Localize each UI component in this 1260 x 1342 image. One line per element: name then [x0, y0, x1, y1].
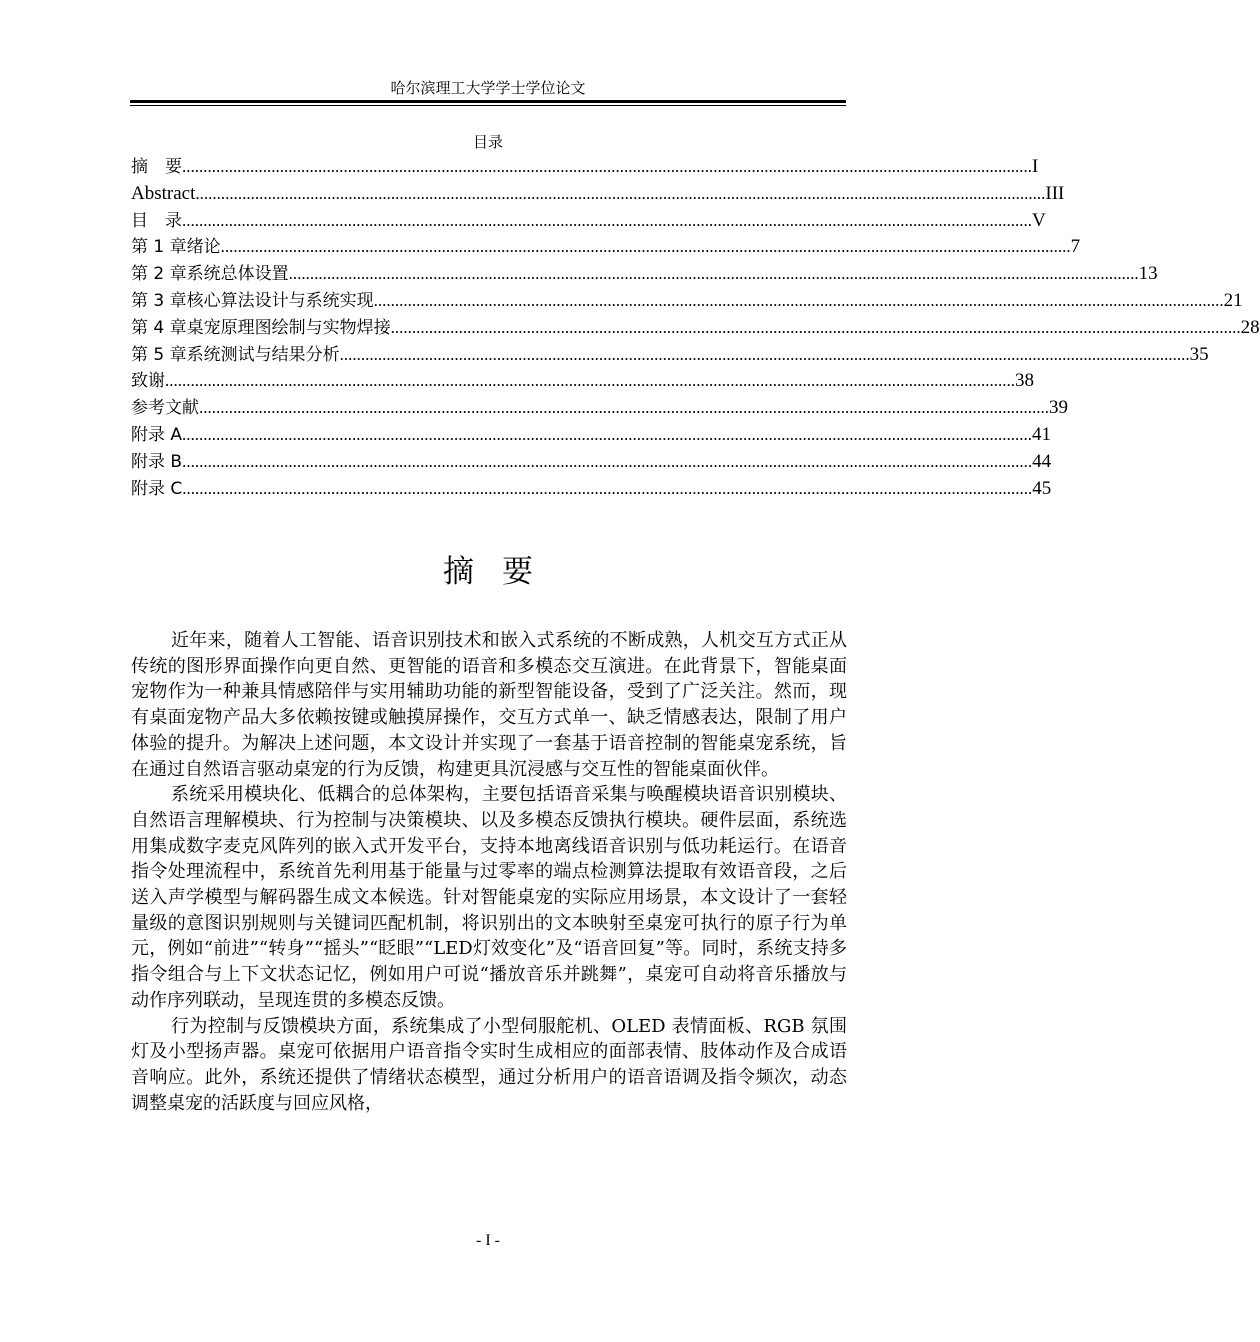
toc-entry[interactable] [131, 476, 1052, 503]
toc-entry-page: 13 [1138, 263, 1158, 285]
toc-entry-page: 44 [1032, 450, 1052, 472]
toc-entry-title: 第 4 章桌宠原理图绘制与实物焊接 [131, 317, 391, 338]
toc-entry-page: 41 [1032, 423, 1052, 445]
table-of-contents [131, 154, 1260, 502]
toc-entry-page: 39 [1049, 397, 1068, 419]
toc-entry-page: I [1032, 156, 1039, 177]
toc-leader-dots: ........................................................................................................................................................................................................ [288, 264, 1139, 284]
toc-leader-dots: ........................................................................................................................................................................................................ [373, 290, 1224, 310]
toc-entry-title: 第 2 章系统总体设置 [131, 264, 289, 285]
toc-entry[interactable] [131, 315, 1260, 342]
toc-entry-page: 35 [1189, 343, 1209, 365]
toc-leader-dots: ........................................................................................................................................................................................................ [199, 398, 1049, 418]
toc-entry-title: 附录 C [131, 478, 183, 499]
toc-entry-title: 第 1 章绪论 [131, 237, 221, 258]
toc-entry-title: 参考文献 [131, 398, 199, 419]
toc-entry[interactable] [131, 181, 1065, 208]
toc-leader-dots: ........................................................................................................................................................................................................ [182, 451, 1033, 471]
toc-entry-title: Abstract [131, 182, 196, 204]
toc-entry[interactable] [131, 288, 1243, 315]
toc-entry[interactable] [131, 395, 1068, 422]
toc-leader-dots: ........................................................................................................................................................................................................ [182, 210, 1032, 230]
abstract-paragraph: 行为控制与反馈模块方面，系统集成了小型伺服舵机、OLED 表情面板、RGB 氛围灯及小型扬声器。桌宠可依据用户语音指令实时生成相应的面部表情、肢体动作及合成语音响应。此外，系统还提供了情绪状态模型，通过分析用户的语音语调及指令频次，动态调整桌宠的活跃度与回应风格， [131, 1015, 847, 1114]
abstract-paragraph: 系统采用模块化、低耦合的总体架构，主要包括语音采集与唤醒模块语音识别模块、自然语言理解模块、行为控制与决策模块、以及多模态反馈执行模块。硬件层面，系统选用集成数字麦克风阵列的嵌入式开发平台，支持本地离线语音识别与低功耗运行。在语音指令处理流程中，系统首先利用基于能量与过零率的端点检测算法提取有效语音段，之后送入声学模型与解码器生成文本候选。针对智能桌宠的实际应用场景，本文设计了一套轻量级的意图识别规则与关键词匹配机制，将识别出的文本映射至桌宠可执行的原子行为单元，例如“前进”“转身”“摇头”“眨眼”“LED灯效变化”及“语音回复”等。同时，系统支持多指令组合与上下文状态记忆，例如用户可说“播放音乐并跳舞”，桌宠可自动将音乐播放与动作序列联动，呈现连贯的多模态反馈。 [131, 784, 847, 1011]
toc-leader-dots: ........................................................................................................................................................................................................ [220, 237, 1071, 257]
toc-entry-page: 28 [1240, 316, 1260, 338]
toc-entry[interactable] [131, 208, 1046, 235]
toc-entry-title: 附录 A [131, 424, 183, 445]
toc-entry-title: 摘 要 [131, 157, 182, 177]
toc-entry-title: 第 3 章核心算法设计与系统实现 [131, 290, 374, 311]
header-rule-thick [130, 100, 846, 103]
abstract-paragraph: 近年来，随着人工智能、语音识别技术和嵌入式系统的不断成熟，人机交互方式正从传统的图形界面操作向更自然、更智能的语音和多模态交互演进。在此背景下，智能桌面宠物作为一种兼具情感陪伴与实用辅助功能的新型智能设备，受到了广泛关注。然而，现有桌面宠物产品大多依赖按键或触摸屏操作，交互方式单一、缺乏情感表达，限制了用户体验的提升。为解决上述问题，本文设计并实现了一套基于语音控制的智能桌宠系统，旨在通过自然语言驱动桌宠的行为反馈，构建更具沉浸感与交互性的智能桌面伙伴。 [131, 630, 847, 780]
page-number-footer: - I - [476, 1232, 500, 1249]
toc-leader-dots: ........................................................................................................................................................................................................ [165, 371, 1015, 391]
toc-entry-title: 第 5 章系统测试与结果分析 [131, 344, 340, 365]
abstract-body [131, 628, 847, 1116]
toc-heading: 目录 [472, 133, 503, 151]
toc-entry-title: 附录 B [131, 451, 183, 472]
toc-leader-dots: ........................................................................................................................................................................................................ [339, 344, 1190, 364]
toc-entry[interactable] [131, 342, 1209, 369]
toc-entry[interactable] [131, 422, 1052, 449]
page-header-title: 哈尔滨理工大学学士学位论文 [390, 79, 586, 97]
toc-entry-page: 7 [1070, 236, 1081, 258]
toc-leader-dots: ........................................................................................................................................................................................................ [182, 478, 1033, 498]
toc-entry-page: V [1032, 209, 1046, 231]
toc-entry[interactable] [131, 368, 1034, 395]
toc-entry[interactable] [131, 261, 1158, 288]
toc-entry-title: 致谢 [131, 371, 165, 392]
toc-entry[interactable] [131, 449, 1052, 476]
toc-entry-title: 目 录 [131, 210, 182, 231]
toc-leader-dots: ........................................................................................................................................................................................................ [182, 424, 1033, 444]
toc-leader-dots: ........................................................................................................................................................................................................ [195, 183, 1046, 203]
toc-entry-page: 38 [1015, 370, 1034, 392]
abstract-title: 摘要 [443, 554, 561, 590]
toc-entry[interactable] [131, 234, 1081, 261]
toc-leader-dots: ........................................................................................................................................................................................................ [182, 157, 1032, 176]
toc-entry[interactable] [131, 154, 1039, 181]
toc-entry-page: III [1045, 182, 1065, 204]
toc-leader-dots: ........................................................................................................................................................................................................ [390, 317, 1241, 337]
toc-entry-page: 45 [1032, 477, 1052, 499]
header-rule-thin [130, 105, 846, 106]
toc-entry-page: 21 [1223, 289, 1243, 311]
